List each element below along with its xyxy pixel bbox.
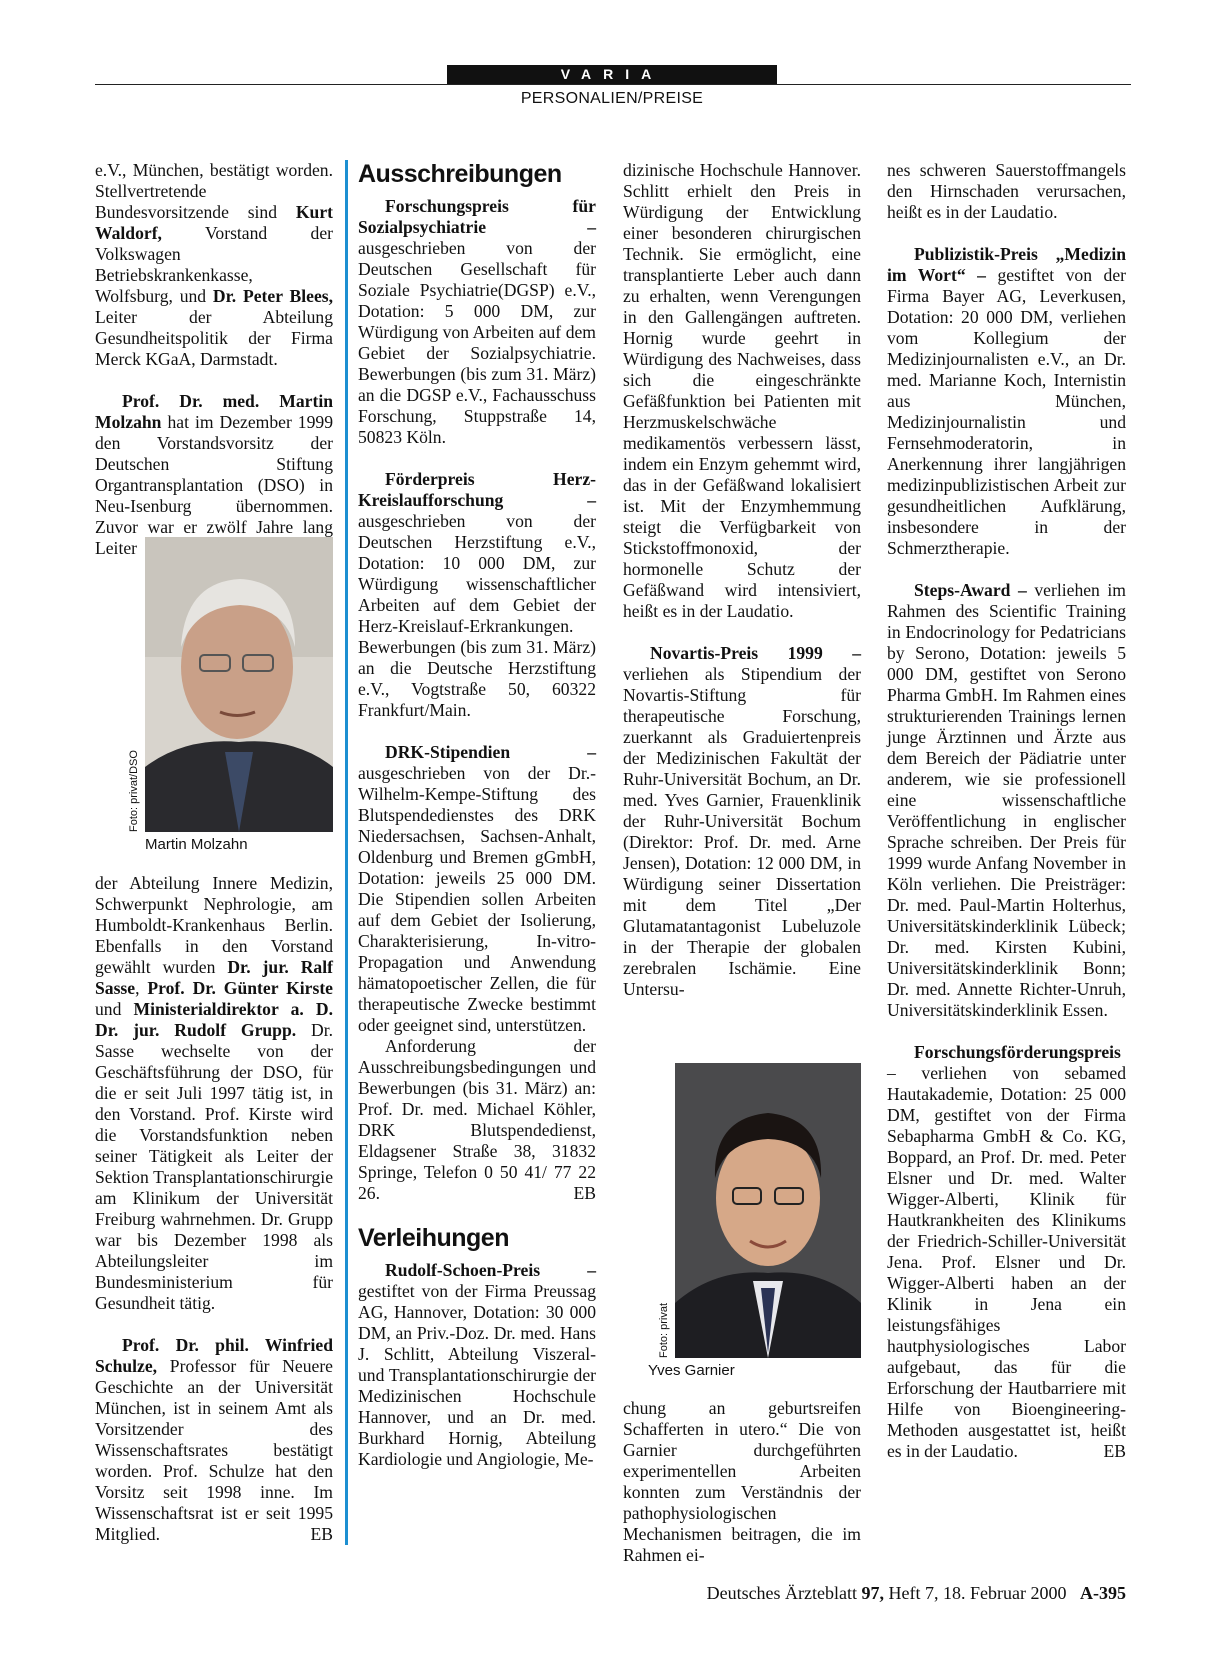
author-sign: EB [573, 1183, 596, 1203]
paragraph: Prof. Dr. phil. Winfried Schulze, Professor für Neuere Geschichte an der Universität München, ist in seinem Amt als Vorsitzender des Wissenschaftsrates bestätigt worden. Prof. Schulze hat den Vorsitz seit 1998 inne. Im Wissenschaftsrat ist er seit 1995 Mitglied. EB [95, 1335, 333, 1544]
photo-caption: Yves Garnier [648, 1362, 735, 1379]
column-3-continued [623, 1398, 861, 1566]
paragraph: Prof. Dr. med. Martin Molzahn hat im Dezember 1999 den Vorstandsvorsitz der Deutschen Stiftung Organtransplantation (DSO) in Neu-Isenburg übernommen. Zuvor war er zwölf Jahre lang Leiter [95, 391, 333, 558]
column-2 [358, 160, 596, 1470]
author-sign: EB [1103, 1441, 1126, 1461]
photo-yves-garnier [675, 1063, 861, 1358]
heading-ausschreibungen: Ausschreibungen [358, 160, 562, 188]
paragraph: Förderpreis Herz-Kreislaufforschung – ausgeschrieben von der Deutschen Herzstiftung e.V., Dotation: 10 000 DM, zur Würdigung wissenschaftlicher Arbeiten auf dem Gebiet der Herz-Kreislauf-Erkrankungen. Bewerbungen (bis zum 31. März) an die Deutsche Herzstiftung e.V., Vogtstraße 50, 60322 Frankfurt/Main. [358, 469, 596, 720]
heading-verleihungen: Verleihungen [358, 1224, 509, 1252]
photo-credit: Foto: privat/DSO [128, 750, 140, 832]
paragraph: dizinische Hochschule Hannover. Schlitt erhielt den Preis in Würdigung der Entwicklung einer besonderen chirurgischen Technik. Sie ermöglicht, eine transplantierte Leber auch dann zu erhalten, wenn Verengungen in den Gallengängen auftreten. Hornig wurde geehrt in Würdigung des Nachweises, dass sich die eingeschränkte Gefäßfunktion bei Patienten mit Herzmuskelschwäche medikamentös verbessern lässt, indem ein Enzym gehemmt wird, das in der Gefäßwand lokalisiert ist. Mit der Enzymhemmung steigt die Verfügbarkeit von Stickstoffmonoxid, der hormonelle Schutz der Gefäßwand wird intensiviert, heißt es in der Laudatio. [623, 160, 861, 621]
header-rule [95, 84, 1131, 85]
photo-credit: Foto: privat [658, 1302, 670, 1358]
column-4 [887, 160, 1126, 1462]
paragraph: der Abteilung Innere Medizin, Schwerpunkt Nephrologie, am Humboldt-Krankenhaus Berlin. Ebenfalls in den Vorstand gewählt wurden Dr. jur. Ralf Sasse, Prof. Dr. Günter Kirste und Ministerialdirektor a. D. Dr. jur. Rudolf Grupp. Dr. Sasse wechselte von der Geschäftsführung der DSO, für die er seit Juli 1997 tätig ist, in den Vorstand. Prof. Kirste wird die Vorstandsfunktion neben seiner Tätigkeit als Leiter der Sektion Transplantationschirurgie am Klinikum der Universität Freiburg wahrnehmen. Dr. Grupp war bis Dezember 1998 als Abteilungsleiter im Bundesministerium für Gesundheit tätig. [95, 873, 333, 1313]
paragraph: e.V., München, bestätigt worden. Stellvertretende Bundesvorsitzende sind Kurt Waldorf, Vorstand der Volkswagen Betriebskrankenkasse, Wolfsburg, und Dr. Peter Blees, Leiter der Abteilung Gesundheitspolitik der Firma Merck KGaA, Darmstadt. [95, 160, 333, 369]
photo-caption: Martin Molzahn [145, 836, 248, 853]
paragraph: Novartis-Preis 1999 – verliehen als Stipendium der Novartis-Stiftung für therapeutische Forschung, zuerkannt als Graduiertenpreis der Medizinischen Fakultät der Ruhr-Universität Bochum, an Dr. med. Yves Garnier, Frauenklinik der Ruhr-Universität Bochum (Direktor: Prof. Dr. med. Arne Jensen), Dotation: 12 000 DM, in Würdigung seiner Dissertation mit dem Titel „Der Glutamatantagonist Lubeluzole in der Therapie der globalen zerebralen Ischämie. Eine Untersu- [623, 643, 861, 999]
paragraph: chung an geburtsreifen Schafferten in utero.“ Die von Garnier durchgeführten experimentellen Arbeiten konnten zum Verständnis der pathophysiologischen Mechanismen beitragen, die im Rahmen ei- [623, 1398, 861, 1565]
paragraph: nes schweren Sauerstoffmangels den Hirnschaden verursachen, heißt es in der Laudatio. [887, 160, 1126, 222]
column-1 [95, 160, 333, 559]
photo-martin-molzahn [145, 537, 333, 832]
paragraph: Anforderung der Ausschreibungsbedingungen und Bewerbungen (bis 31. März) an: Prof. Dr. med. Michael Köhler, DRK Blutspendedienst, Eldagsener Straße 38, 31832 Springe, Telefon 0 50 41/ 77 22 26. EB [358, 1036, 596, 1203]
paragraph: Rudolf-Schoen-Preis – gestiftet von der Firma Preussag AG, Hannover, Dotation: 30 000 DM, an Priv.-Doz. Dr. med. Hans J. Schlitt, Abteilung Viszeral- und Transplantationschirurgie der Medizinischen Hochschule Hannover, und an Dr. med. Burkhard Hornig, Abteilung Kardiologie und Angiologie, Me- [358, 1260, 596, 1469]
column-1-continued [95, 873, 333, 1545]
paragraph: Forschungspreis für Sozialpsychiatrie – ausgeschrieben von der Deutschen Gesellschaft für Soziale Psychiatrie(DGSP) e.V., Dotation: 5 000 DM, zur Würdigung von Arbeiten auf dem Gebiet der Sozialpsychiatrie. Bewerbungen (bis zum 31. März) an die DGSP e.V., Fachausschuss Forschung, Stuppstraße 14, 50823 Köln. [358, 196, 596, 447]
paragraph: Publizistik-Preis „Medizin im Wort“ – gestiftet von der Firma Bayer AG, Leverkusen, Dotation: 20 000 DM, verliehen vom Kollegium der Medizinjournalisten e.V., an Dr. med. Marianne Koch, Internistin aus München, Medizinjournalistin und Fernsehmoderatorin, in Anerkennung ihrer langjährigen medizinpublizistischen Arbeit zur gesundheitlichen Aufklärung, insbesondere in der Schmerztherapie. [887, 244, 1126, 558]
section-label: VARIA [447, 65, 777, 84]
column-divider [345, 160, 348, 1545]
paragraph: Steps-Award – verliehen im Rahmen des Scientific Training in Endocrinology for Pedatricians by Serono, Dotation: jeweils 5 000 DM, gestiftet von Serono Pharma GmbH. Im Rahmen eines strukturierenden Trainings lernen junge Ärztinnen und Ärzte aus dem Bereich der Pädiatrie unter anderem, wie sie professionell eine wissenschaftliche Veröffentlichung in englischer Sprache schreiben. Der Preis für 1999 wurde Anfang November in Köln verliehen. Die Preisträger: Dr. med. Paul-Martin Holterhus, Universitätskinderklinik Lübeck; Dr. med. Kirsten Kubini, Universitätskinderklinik Bonn; Dr. med. Annette Richter-Unruh, Universitätskinderklinik Essen. [887, 580, 1126, 1020]
column-3 [623, 160, 861, 1000]
author-sign: EB [310, 1524, 333, 1544]
page-footer: Deutsches Ärzteblatt 97, Heft 7, 18. Februar 2000 A-395 [706, 1583, 1126, 1603]
paragraph: DRK-Stipendien – ausgeschrieben von der Dr.-Wilhelm-Kempe-Stiftung des Blutspendedienstes des DRK Niedersachsen, Sachsen-Anhalt, Oldenburg und Bremen gGmbH, Dotation: jeweils 25 000 DM. Die Stipendien sollen Arbeiten auf dem Gebiet der Isolierung, Charakterisierung, In-vitro-Propagation und Anwendung hämatopoetischer Zellen, die für therapeutische Zwecke bestimmt oder geeignet sind, unterstützen. [358, 742, 596, 1035]
page-number: A-395 [1080, 1583, 1126, 1603]
paragraph: Forschungsförderungspreis – verliehen von sebamed Hautakademie, Dotation: 25 000 DM, gestiftet von der Firma Sebapharma GmbH & Co. KG, Boppard, an Prof. Dr. med. Peter Elsner und Dr. med. Walter Wigger-Alberti, Klinik für Hautkrankheiten des Klinikums der Friedrich-Schiller-Universität Jena. Prof. Elsner und Dr. Wigger-Alberti haben an der Klinik in Jena ein leistungsfähiges hautphysiologisches Labor aufgebaut, das für die Erforschung der Hautbarriere mit Hilfe von Bioengineering-Methoden ausgestattet ist, heißt es in der Laudatio. EB [887, 1042, 1126, 1461]
subsection-label: PERSONALIEN/PREISE [520, 90, 704, 107]
